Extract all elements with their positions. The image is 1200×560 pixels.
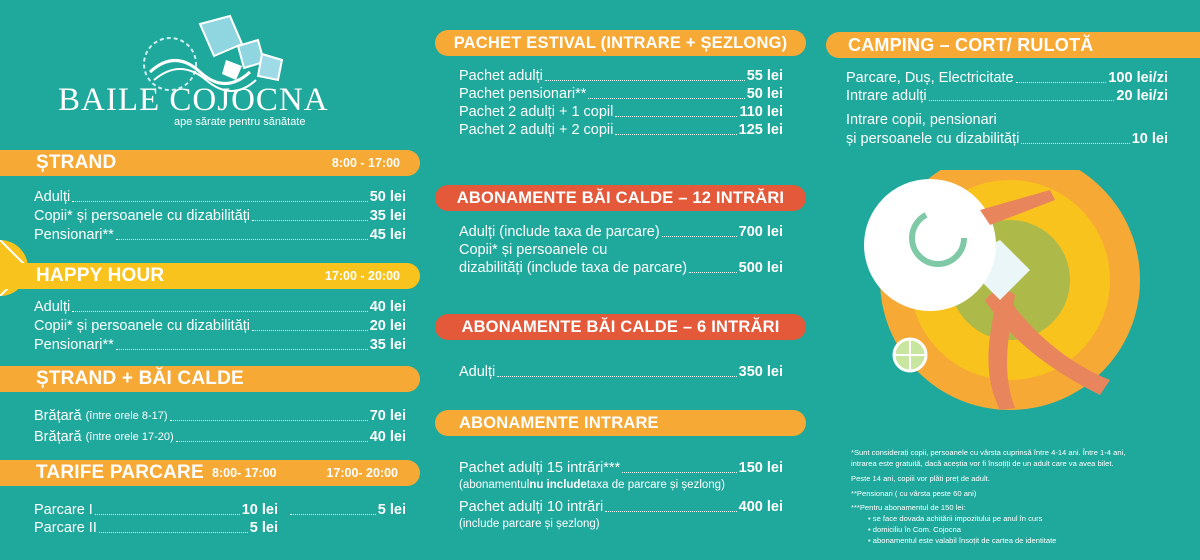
strand-bai-row: Brățară (între orele 8-17) 70 lei [34,408,406,424]
abint-note: (include parcare și șezlong) [459,518,600,530]
parcare-row: Parcare I 10 lei [34,502,278,518]
ab12-row-line1: Copii* și persoanele cu [459,242,608,258]
footnote: intrarea este gratuită, dacă aceștia vor fi însoțiți de un adult care va avea bilet. [851,459,1114,468]
camping-row: și persoanele cu dizabilități 10 lei [846,131,1168,147]
ab12-row: Adulți (include taxa de parcare) 700 lei [459,224,783,240]
strand-row: Copii* și persoanele cu dizabilități 35 lei [34,208,406,224]
ab6-title: ABONAMENTE BĂI CALDE – 6 INTRĂRI [461,317,780,336]
abint-header [435,410,806,436]
camping-header [826,32,1200,58]
ab12-title: ABONAMENTE BĂI CALDE – 12 INTRĂRI [456,188,785,207]
logo [50,14,350,134]
camping-title: CAMPING – CORT/ RULOTĂ [848,34,1094,55]
parcare-hours-1: 8:00- 17:00 [212,466,277,480]
logo-tagline: ape sărate pentru sănătate [174,116,306,128]
parcare-row-2nd-price: 5 lei [288,502,406,519]
estival-title: PACHET ESTIVAL (INTRARE + ȘEZLONG) [453,33,788,52]
ab6-header [435,314,806,340]
ab12-row: dizabilități (include taxa de parcare) 500 lei [459,260,783,276]
strand-bai-row: Brățară (între orele 17-20) 40 lei [34,429,406,445]
strand-title: ȘTRAND [36,152,117,173]
footnote: ***Pentru abonamentul de 150 lei: [851,503,966,512]
estival-row: Pachet pensionari** 50 lei [459,86,783,102]
happy-title: HAPPY HOUR [36,265,165,286]
happy-hours: 17:00 - 20:00 [324,269,400,283]
footnote: • se face dovada achitării impozitului pe anul în curs [868,514,1043,523]
ab6-row: Adulți 350 lei [459,364,783,380]
abint-row: Pachet adulți 10 intrări 400 lei [459,499,783,515]
camping-row-line1: Intrare copii, pensionari [846,112,997,128]
ab12-header [435,185,806,211]
camping-row: Intrare adulți 20 lei/zi [846,88,1168,104]
abint-title: ABONAMENTE INTRARE [459,413,659,432]
parcare-header [0,460,420,486]
estival-row: Pachet adulți 55 lei [459,68,783,84]
abint-row: Pachet adulți 15 intrări*** 150 lei [459,460,783,476]
strand-bai-header [0,366,420,392]
happy-row: Adulți 40 lei [34,299,406,315]
parcare-hours-2: 17:00- 20:00 [326,466,398,480]
strand-bai-title: ȘTRAND + BĂI CALDE [36,368,244,389]
logo-title: BAILE COJOCNA [58,82,329,118]
footnote: • domiciliu în Com. Cojocna [868,525,961,534]
strand-row: Adulți 50 lei [34,189,406,205]
parcare-title: TARIFE PARCARE [36,462,204,483]
strand-header [0,150,420,176]
footnote: *Sunt considerați copii, persoanele cu vârsta cuprinsă între 4-14 ani. Între 1-4 ani, [851,448,1126,457]
pool-illustration [850,170,1190,420]
camping-row: Parcare, Duș, Electricitate 100 lei/zi [846,70,1168,86]
happy-row: Pensionari** 35 lei [34,337,406,353]
strand-row: Pensionari** 45 lei [34,227,406,243]
footnote: Peste 14 ani, copiii vor plăti preț de adult. [851,474,990,483]
strand-hours: 8:00 - 17:00 [331,156,400,170]
parcare-row: Parcare II 5 lei [34,520,278,536]
estival-header [435,30,806,56]
footnote: • abonamentul este valabil însoțit de cartea de identitate [868,536,1057,545]
happy-header [0,263,420,289]
estival-row: Pachet 2 adulți + 1 copil 110 lei [459,104,783,120]
abint-note: (abonamentul nu include taxa de parcare și șezlong) [459,479,725,491]
footnote: **Pensionari ( cu vârsta peste 60 ani) [851,489,977,498]
estival-row: Pachet 2 adulți + 2 copii 125 lei [459,122,783,138]
happy-row: Copii* și persoanele cu dizabilități 20 lei [34,318,406,334]
